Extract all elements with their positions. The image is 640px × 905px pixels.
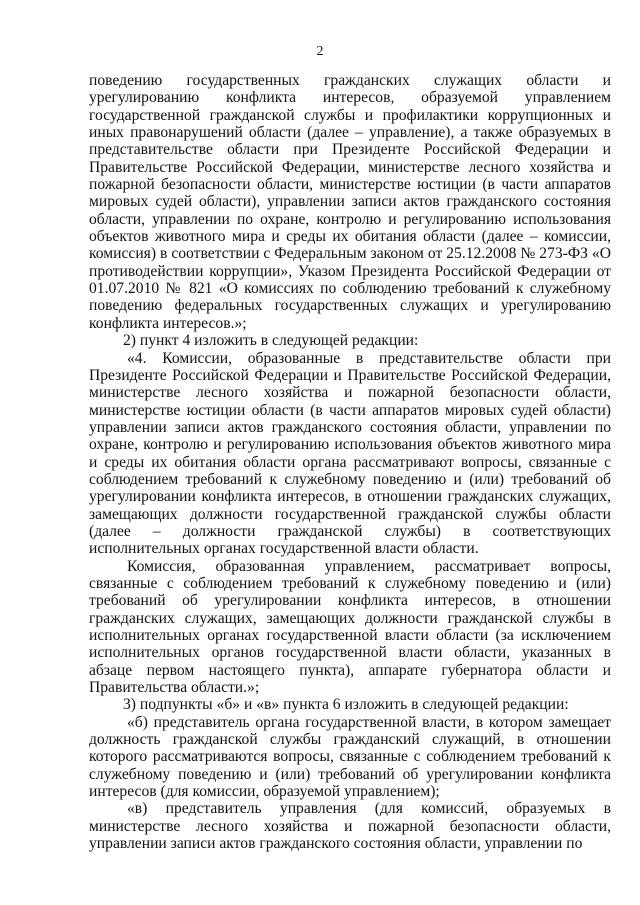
paragraph-point-4: «4. Комиссии, образованные в представительстве области при Президенте Российской Федерации и Правительстве Российской Федерации, министерстве лесного хозяйства и пожарной безопасности области, министерстве юстиции области (в части аппаратов мировых судей области) управлении записи актов гражданского состояния области, управлении по охране, контролю и регулированию использования объектов животного мира и среды их обитания области органа рассматривают вопросы, связанные с соблюдением требований к служебному поведению и (или) требований об урегулировании конфликта интересов, в отношении гражданских служащих, замещающих должности государственной гражданской службы области (далее – должности гражданской службы) в соответствующих исполнительных органах государственной власти области. [89, 349, 611, 558]
paragraph-item-3: 3) подпункты «б» и «в» пункта 6 изложить в следующей редакции: [123, 696, 569, 714]
paragraph-commission: Комиссия, образованная управлением, рассматривает вопросы, связанные с соблюдением требований к служебному поведению и (или) требований об урегулировании конфликта интересов, в отношении гражданских служащих, замещающих должности гражданской службы в исполнительных органах государственной власти области (за исключением исполнительных органов государственной власти области, указанных в абзаце первом настоящего пункта), аппарате губернатора области и Правительства области.»; [89, 557, 611, 697]
paragraph-subitem-v: «в) представитель управления (для комиссий, образуемых в министерстве лесного хозяйства и пожарной безопасности области, управлении записи актов гражданского состояния области, управлении по [89, 800, 611, 853]
paragraph-item-2: 2) пункт 4 изложить в следующей редакции: [123, 332, 419, 350]
page-number: 2 [316, 44, 324, 59]
paragraph-continuation: поведению государственных гражданских служащих области и урегулированию конфликта интересов, образуемой управлением государственной гражданской службы и профилактики коррупционных и иных правонарушений области (далее – управление), а также образуемых в представительстве области при Президенте Российской Федерации и Правительстве Российской Федерации, министерстве лесного хозяйства и пожарной безопасности области, министерстве юстиции (в части аппаратов мировых судей области), управлении записи актов гражданского состояния области, управлении по охране, контролю и регулированию использования объектов животного мира и среды их обитания области (далее – комиссии, комиссия) в соответствии с Федеральным законом от 25.12.2008 № 273-ФЗ «О противодействии коррупции», Указом Президента Российской Федерации от 01.07.2010 № 821 «О комиссиях по соблюдению требований к служебному поведению федеральных государственных служащих и урегулированию конфликта интересов.»; [89, 72, 611, 332]
paragraph-subitem-b: «б) представитель органа государственной власти, в котором замещает должность гражданской службы гражданский служащий, в отношении которого рассматриваются вопросы, связанные с соблюдением требований к служебному поведению и (или) требований об урегулировании конфликта интересов (для комиссии, образуемой управлением); [89, 713, 611, 801]
document-body [89, 72, 611, 852]
